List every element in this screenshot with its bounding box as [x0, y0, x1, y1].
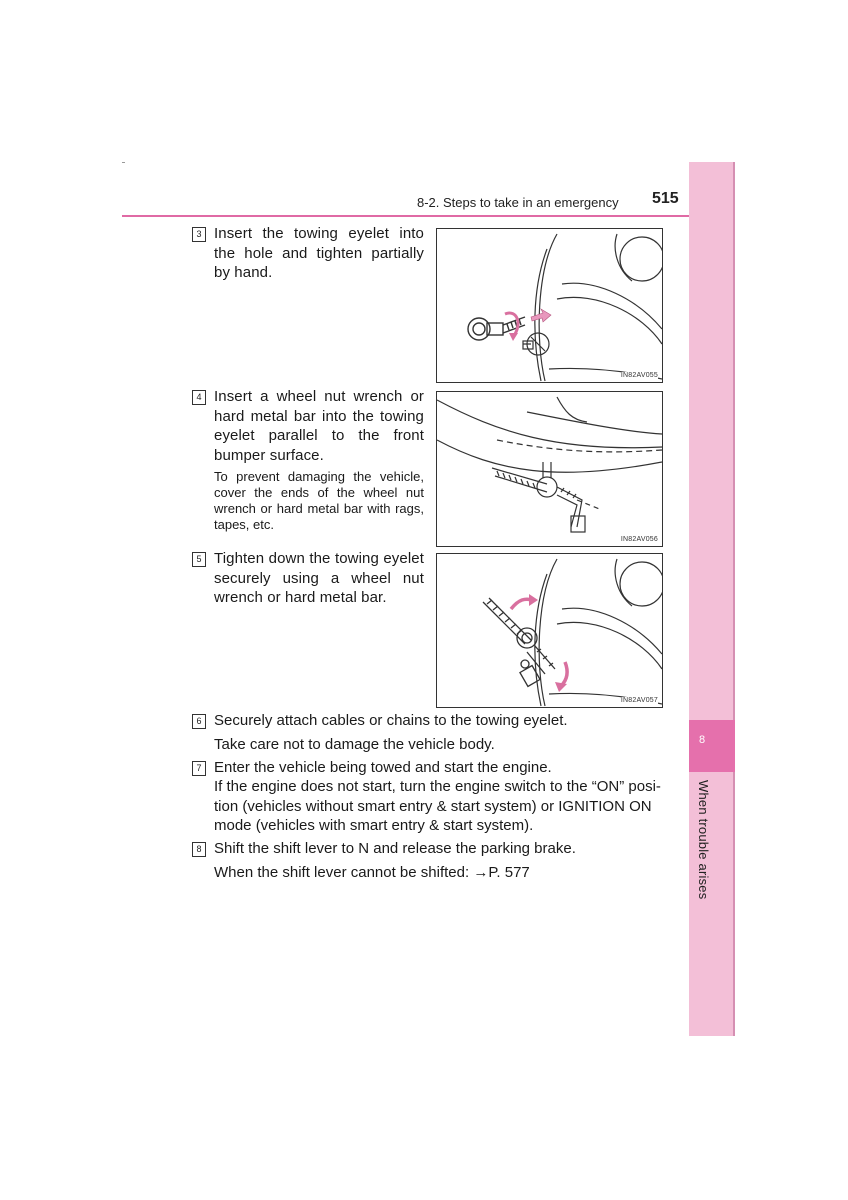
step-8-note: When the shift lever cannot be shifted: →P. 577 — [214, 864, 530, 881]
rotate-down-arrow-icon — [561, 662, 567, 686]
step-number-3: 3 — [192, 227, 206, 242]
step-number-8: 8 — [192, 842, 206, 857]
step-number-7: 7 — [192, 761, 206, 776]
chapter-tab-active[interactable] — [689, 720, 735, 772]
crop-mark — [122, 162, 125, 163]
chapter-tab-edge — [733, 162, 735, 1036]
section-title: 8-2. Steps to take in an emergency — [417, 195, 619, 210]
step-number-4: 4 — [192, 390, 206, 405]
step-7-note-line-1: If the engine does not start, turn the engine switch to the “ON” posi- — [214, 778, 661, 795]
figure-code: IN82AV057 — [620, 697, 658, 704]
step-7-note-line-2: tion (vehicles without smart entry & start system) or IGNITION ON — [214, 798, 652, 815]
step-number-6: 6 — [192, 714, 206, 729]
step-4-note: To prevent damaging the vehicle, cover the ends of the wheel nut wrench or hard metal bar with rags, tapes, etc. — [214, 469, 424, 532]
figure-code: IN82AV056 — [620, 536, 658, 543]
step-5-text: Tighten down the towing eyelet securely using a wheel nut wrench or hard metal bar. — [214, 550, 424, 606]
figure-tighten-eyelet — [436, 553, 663, 708]
figure-towing-eyelet-insert — [436, 228, 663, 383]
step-number-5: 5 — [192, 552, 206, 567]
step-4-text: Insert a wheel nut wrench or hard metal bar into the towing eyelet parallel to the front bumper surface. — [214, 388, 424, 464]
insert-arrow-icon — [531, 309, 551, 322]
step-6-note: Take care not to damage the vehicle body. — [214, 736, 495, 753]
step-8-text: Shift the shift lever to N and release the parking brake. — [214, 840, 576, 857]
chapter-tab-strip — [689, 162, 735, 1036]
chapter-number: 8 — [699, 734, 706, 746]
figure-wrench-parallel — [436, 391, 663, 547]
page-number: 515 — [652, 190, 679, 207]
tighten-eyelet-illustration — [437, 554, 662, 707]
header-divider — [122, 215, 734, 217]
step-6-text: Securely attach cables or chains to the towing eyelet. — [214, 712, 568, 729]
eyelet-insert-illustration — [437, 229, 662, 382]
wrench-parallel-illustration — [437, 392, 662, 546]
figure-code: IN82AV055 — [620, 372, 658, 379]
chapter-title: When trouble arises — [696, 780, 711, 900]
step-7-note-line-3: mode (vehicles with smart entry & start system). — [214, 817, 534, 834]
step-7-text: Enter the vehicle being towed and start the engine. — [214, 759, 552, 776]
step-3-text: Insert the towing eyelet into the hole and tighten partially by hand. — [214, 225, 424, 281]
